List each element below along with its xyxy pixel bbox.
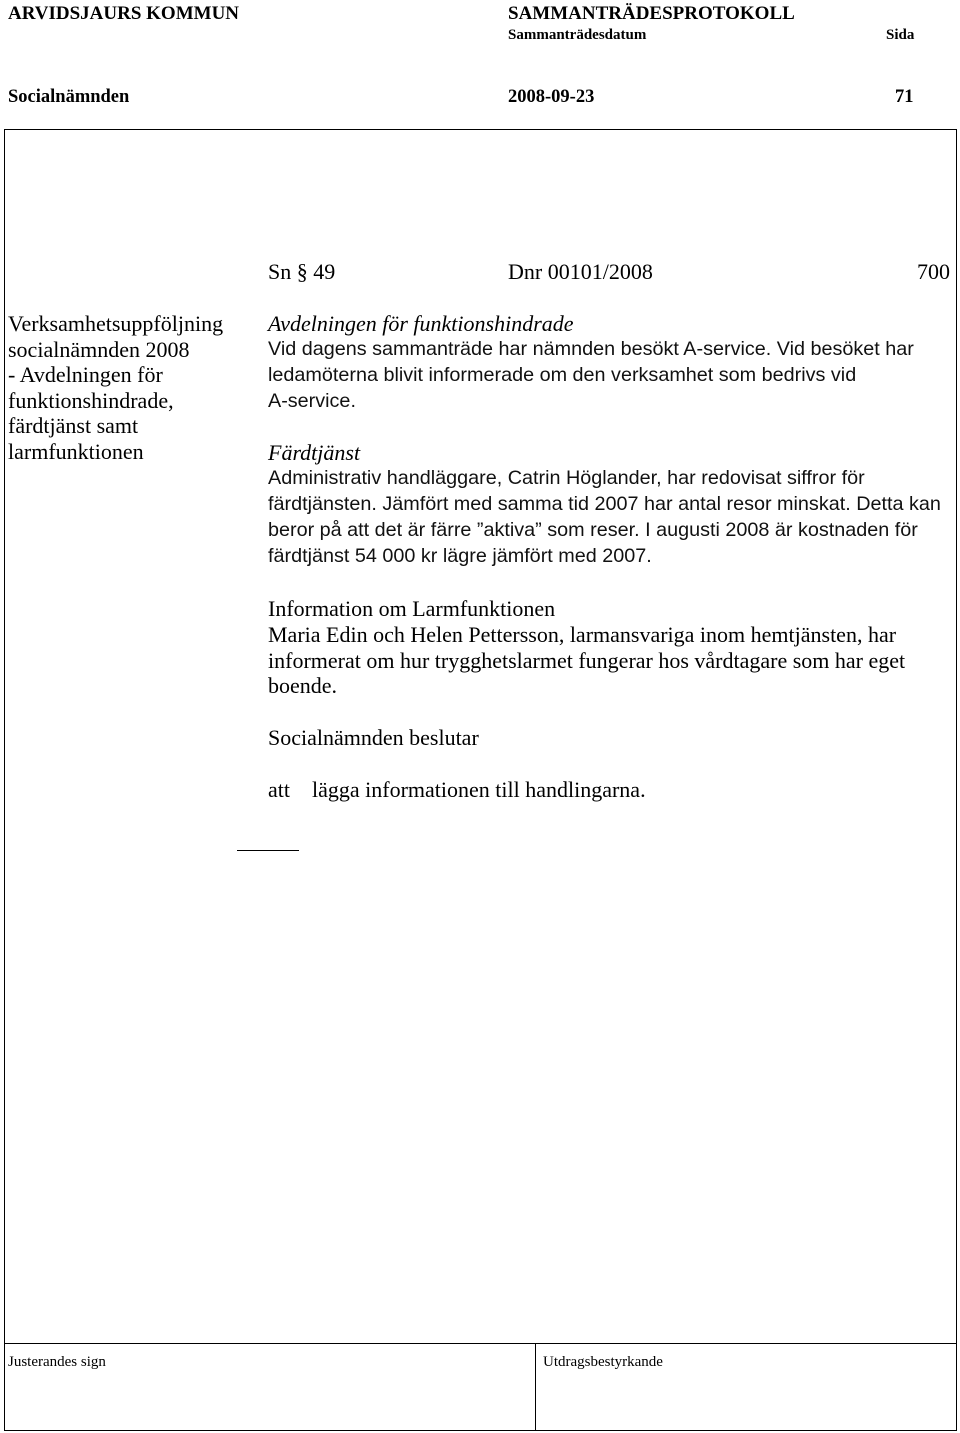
section-heading: Information om Larmfunktionen xyxy=(268,595,556,621)
section-departement xyxy=(268,311,952,415)
page-label: Sida xyxy=(886,27,915,43)
body-line: Administrativ handläggare, Catrin Höglander, har redovisat siffror för xyxy=(268,467,865,490)
item-title-line: larmfunktionen xyxy=(8,438,144,464)
decision-prefix: att xyxy=(268,777,290,803)
body-line: informerat om hur trygghetslarmet fungerar hos vårdtagare som har eget xyxy=(268,647,906,673)
decision-line xyxy=(268,777,952,803)
archive-code: 700 xyxy=(917,259,950,284)
decision-text: lägga informationen till handlingarna. xyxy=(312,777,646,803)
body-line: beror på att det är färre ”aktiva” som reser. I augusti 2008 är kostnaden för xyxy=(268,519,918,542)
page-number: 71 xyxy=(895,87,914,107)
section-larmfunktionen xyxy=(268,596,952,700)
item-title-line: funktionshindrade, xyxy=(8,387,174,413)
end-of-item-rule xyxy=(237,850,299,851)
municipality-name: ARVIDSJAURS KOMMUN xyxy=(8,3,240,24)
section-heading: Färdtjänst xyxy=(268,440,361,466)
document-type: SAMMANTRÄDESPROTOKOLL xyxy=(508,3,795,24)
item-body xyxy=(268,311,952,803)
diary-number: Dnr 00101/2008 xyxy=(508,259,653,284)
body-line: boende. xyxy=(268,673,338,699)
decision-heading: Socialnämnden beslutar xyxy=(268,725,479,751)
extract-certification-label: Utdragsbestyrkande xyxy=(543,1354,663,1370)
committee-name: Socialnämnden xyxy=(8,87,130,107)
item-title-line: - Avdelningen för xyxy=(8,362,163,388)
section-heading: Avdelningen för funktionshindrade xyxy=(268,311,574,336)
adjusters-sign-label: Justerandes sign xyxy=(8,1354,106,1370)
item-title-line: socialnämnden 2008 xyxy=(8,336,190,362)
paragraph-reference: Sn § 49 xyxy=(268,259,336,284)
section-fardtjanst xyxy=(268,440,952,569)
meeting-date-label: Sammanträdesdatum xyxy=(508,27,647,43)
meeting-date: 2008-09-23 xyxy=(508,87,595,107)
body-line: Vid dagens sammanträde har nämnden besökt A-service. Vid besöket har xyxy=(268,337,914,360)
item-title-line: Verksamhetsuppföljning xyxy=(8,311,224,336)
item-title xyxy=(8,311,258,465)
body-line: färdtjänst 54 000 kr lägre jämfört med 2007. xyxy=(268,545,652,568)
item-title-line: färdtjänst samt xyxy=(8,413,139,439)
body-line: färdtjänsten. Jämfört med samma tid 2007 har antal resor minskat. Detta kan xyxy=(268,493,941,516)
footer-divider-horizontal xyxy=(4,1343,957,1344)
body-line: ledamöterna blivit informerade om den verksamhet som bedrivs vid xyxy=(268,363,857,386)
body-line: Maria Edin och Helen Pettersson, larmansvariga inom hemtjänsten, har xyxy=(268,621,897,647)
footer-divider-vertical xyxy=(535,1343,536,1431)
body-line: A-service. xyxy=(268,389,356,412)
